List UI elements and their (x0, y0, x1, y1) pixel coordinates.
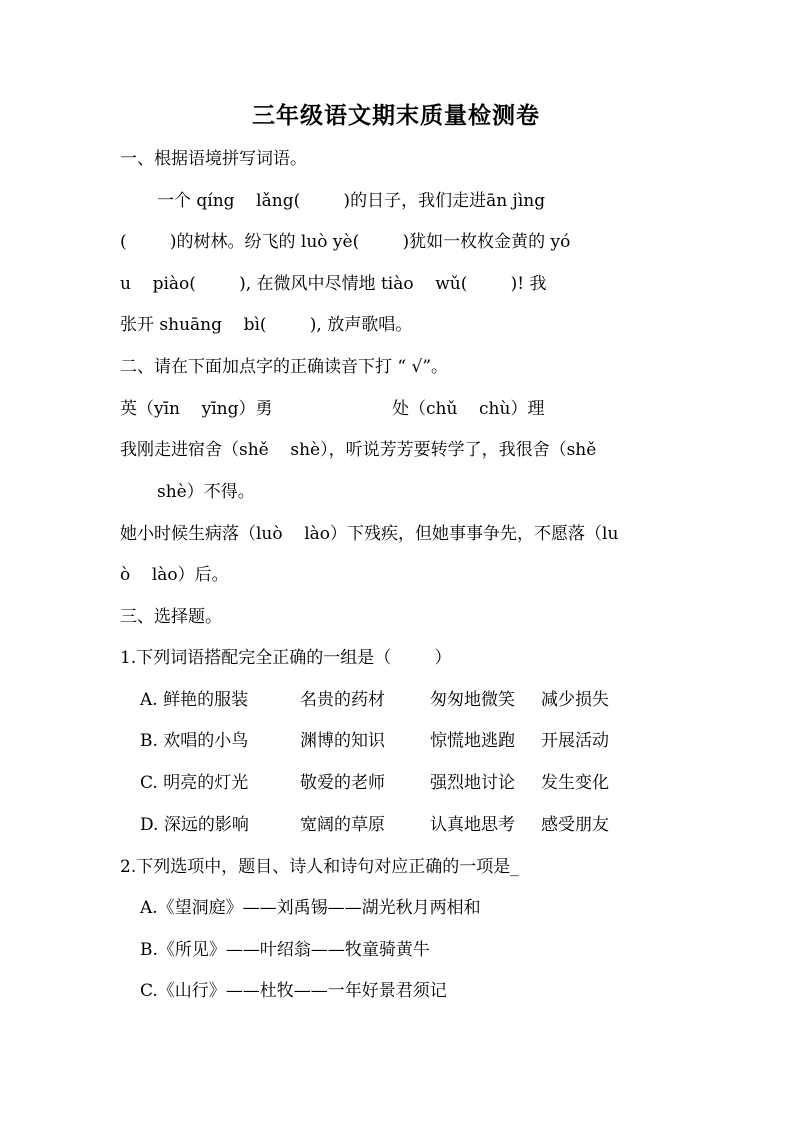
q1-option-a-col3: 匆匆地微笑 (430, 690, 515, 710)
q1-option-a-col2: 名贵的药材 (300, 690, 385, 710)
page-title: 三年级语文期末质量检测卷 (252, 102, 540, 129)
q1-option-b-col2: 渊博的知识 (300, 731, 385, 751)
question-2-stem: 2.下列选项中，题目、诗人和诗句对应正确的一项是_ (120, 857, 519, 877)
section3-heading: 三、选择题。 (120, 607, 222, 627)
section2-line-she-1: 我刚走进宿舍（shě shè），听说芳芳要转学了，我很舍（shě (120, 440, 597, 460)
q1-option-a-col4: 减少损失 (541, 690, 609, 710)
q1-option-c-col2: 敬爱的老师 (300, 773, 385, 793)
q2-option-b: B.《所见》——叶绍翁——牧童骑黄牛 (140, 940, 430, 960)
q1-option-d-col4: 感受朋友 (541, 815, 609, 835)
q1-option-c-col3: 强烈地讨论 (430, 773, 515, 793)
q1-option-b-col1: B. 欢唱的小鸟 (140, 731, 249, 751)
section1-line-2: ( )的树林。纷飞的 luò yè( )犹如一枚枚金黄的 yó (120, 232, 571, 252)
section2-item-ying: 英（yīn yīng）勇 (120, 399, 273, 419)
q1-option-b-col3: 惊慌地逃跑 (430, 731, 515, 751)
q1-option-c-col1: C. 明亮的灯光 (140, 773, 249, 793)
q1-option-d-col3: 认真地思考 (430, 815, 515, 835)
section1-line-1: 一个 qíng lǎng( )的日子，我们走进ān jìng (157, 191, 546, 211)
section2-line-luo-1: 她小时候生病落（luò lào）下残疾，但她事事争先，不愿落（lu (120, 524, 619, 544)
section1-line-4: 张开 shuāng bì( ), 放声歌唱。 (120, 315, 413, 335)
section2-item-chu: 处（chǔ chù）理 (392, 399, 545, 419)
q1-option-b-col4: 开展活动 (541, 731, 609, 751)
section1-line-3: u piào( ), 在微风中尽情地 tiào wǔ( )! 我 (120, 274, 547, 294)
q1-option-a-col1: A. 鲜艳的服装 (140, 690, 249, 710)
q1-option-d-col1: D. 深远的影响 (140, 815, 249, 835)
section1-heading: 一、根据语境拼写词语。 (120, 149, 307, 169)
section2-heading: 二、请在下面加点字的正确读音下打 “ √”。 (120, 357, 449, 377)
q2-option-c: C.《山行》——杜牧——一年好景君须记 (140, 981, 447, 1001)
section2-line-luo-2: ò lào）后。 (120, 565, 229, 585)
q2-option-a: A.《望洞庭》——刘禹锡——湖光秋月两相和 (140, 898, 481, 918)
q1-option-c-col4: 发生变化 (541, 773, 609, 793)
question-1-stem: 1.下列词语搭配完全正确的一组是（ ） (120, 648, 452, 668)
section2-line-she-2: shè）不得。 (157, 482, 255, 502)
q1-option-d-col2: 宽阔的草原 (300, 815, 385, 835)
